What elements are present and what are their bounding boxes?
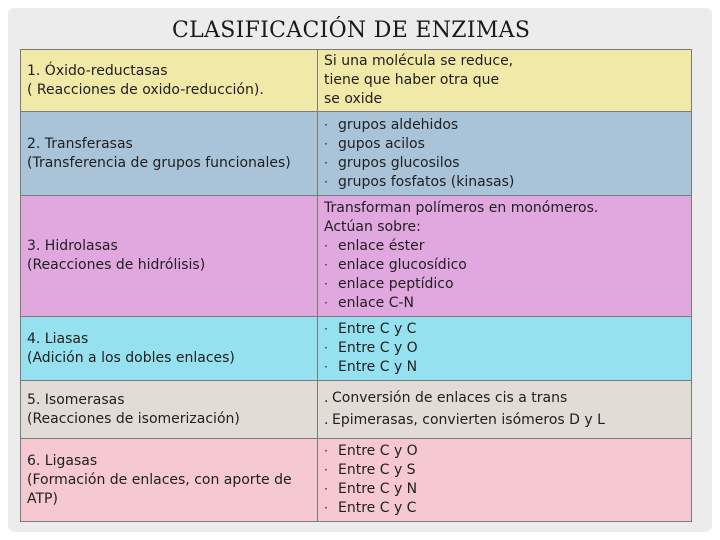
enzyme-class-cell (21, 439, 318, 522)
bullet-dot-icon: · (324, 239, 328, 253)
description-line (324, 411, 685, 430)
enzyme-description-cell (318, 317, 692, 381)
bullet-dot-icon: · (324, 341, 328, 355)
bullet-item (324, 237, 685, 256)
table-row-hydrolases (21, 196, 692, 317)
bullet-text: gupos acilos (338, 135, 425, 152)
bullet-text: Epimerasas, convierten isómeros D y L (332, 412, 605, 428)
bullet-text: enlace peptídico (338, 276, 454, 292)
enzyme-class-reaction: (Reacciones de isomerización) (27, 410, 240, 427)
enzyme-class-name: 5. Isomerasas (27, 391, 125, 408)
description-line (324, 389, 685, 408)
table-row-transferases (21, 112, 692, 196)
enzyme-class-name: 3. Hidrolasas (27, 238, 118, 254)
bullet-dot-icon: · (324, 277, 328, 291)
enzyme-class-name: 6. Ligasas (27, 452, 98, 469)
enzyme-description-cell (318, 196, 692, 317)
bullet-text: enlace glucosídico (338, 257, 467, 273)
bullet-item (324, 358, 685, 377)
bullet-item (324, 154, 685, 173)
bullet-item (324, 499, 685, 518)
description-line: Transforman polímeros en monómeros. (324, 200, 599, 216)
enzyme-class-cell (21, 112, 318, 196)
bullet-item (324, 173, 685, 192)
bullet-item (324, 339, 685, 358)
bullet-item (324, 116, 685, 135)
period-bullet-icon: . (324, 412, 329, 428)
bullet-dot-icon: · (324, 501, 328, 515)
bullet-text: Entre C y S (338, 462, 416, 478)
table-row-isomerases (21, 381, 692, 439)
bullet-item (324, 256, 685, 275)
bullet-text: Entre C y C (338, 321, 417, 337)
enzyme-class-reaction: (Formación de enlaces, con aporte de (27, 471, 292, 488)
bullet-text: Entre C y O (338, 443, 418, 459)
bullet-item (324, 461, 685, 480)
enzyme-class-reaction: ATP) (27, 490, 58, 507)
bullet-dot-icon: · (324, 155, 328, 170)
bullet-dot-icon: · (324, 174, 328, 189)
bullet-item (324, 320, 685, 339)
period-bullet-icon: . (324, 390, 329, 406)
bullet-text: grupos glucosilos (338, 154, 460, 171)
enzyme-class-cell (21, 50, 318, 112)
enzyme-description-cell (318, 50, 692, 112)
bullet-dot-icon: · (324, 463, 328, 477)
table-row-oxidoreductases (21, 50, 692, 112)
bullet-dot-icon: · (324, 444, 328, 458)
bullet-text: Entre C y C (338, 500, 417, 516)
bullet-dot-icon: · (324, 296, 328, 310)
bullet-item (324, 442, 685, 461)
enzyme-class-reaction: (Reacciones de hidrólisis) (27, 257, 206, 273)
bullet-dot-icon: · (324, 117, 328, 132)
enzyme-class-reaction: (Adición a los dobles enlaces) (27, 349, 235, 366)
bullet-item (324, 480, 685, 499)
enzyme-class-cell (21, 196, 318, 317)
enzyme-description-cell (318, 439, 692, 522)
enzyme-description-cell (318, 112, 692, 196)
bullet-dot-icon: · (324, 482, 328, 496)
slide-title: CLASIFICACIÓN DE ENZIMAS (172, 18, 531, 43)
table-row-lyases (21, 317, 692, 381)
bullet-dot-icon: · (324, 322, 328, 336)
enzyme-class-reaction: (Transferencia de grupos funcionales) (27, 154, 291, 171)
bullet-item (324, 294, 685, 313)
enzyme-description-cell (318, 381, 692, 439)
enzyme-class-name: 1. Óxido-reductasas (27, 62, 168, 79)
enzyme-class-cell (21, 317, 318, 381)
description-line: Si una molécula se reduce, (324, 53, 514, 69)
enzyme-class-reaction: ( Reacciones de oxido-reducción). (27, 81, 264, 98)
bullet-text: enlace éster (338, 238, 425, 254)
bullet-text: Entre C y N (338, 481, 418, 497)
enzyme-class-name: 4. Liasas (27, 330, 89, 347)
table-row-ligases (21, 439, 692, 522)
enzyme-classification-table (20, 49, 692, 522)
bullet-item (324, 275, 685, 294)
bullet-text: grupos aldehidos (338, 116, 459, 133)
bullet-text: Entre C y O (338, 340, 418, 356)
description-line: se oxide (324, 91, 383, 107)
bullet-text: Conversión de enlaces cis a trans (332, 390, 568, 406)
bullet-text: enlace C-N (338, 295, 415, 311)
bullet-text: Entre C y N (338, 359, 418, 375)
bullet-text: grupos fosfatos (kinasas) (338, 173, 515, 190)
enzyme-class-cell (21, 381, 318, 439)
bullet-dot-icon: · (324, 360, 328, 374)
bullet-item (324, 135, 685, 154)
enzyme-class-name: 2. Transferasas (27, 135, 133, 152)
bullet-dot-icon: · (324, 258, 328, 272)
description-line: Actúan sobre: (324, 219, 421, 235)
bullet-dot-icon: · (324, 136, 328, 151)
description-line: tiene que haber otra que (324, 72, 500, 88)
